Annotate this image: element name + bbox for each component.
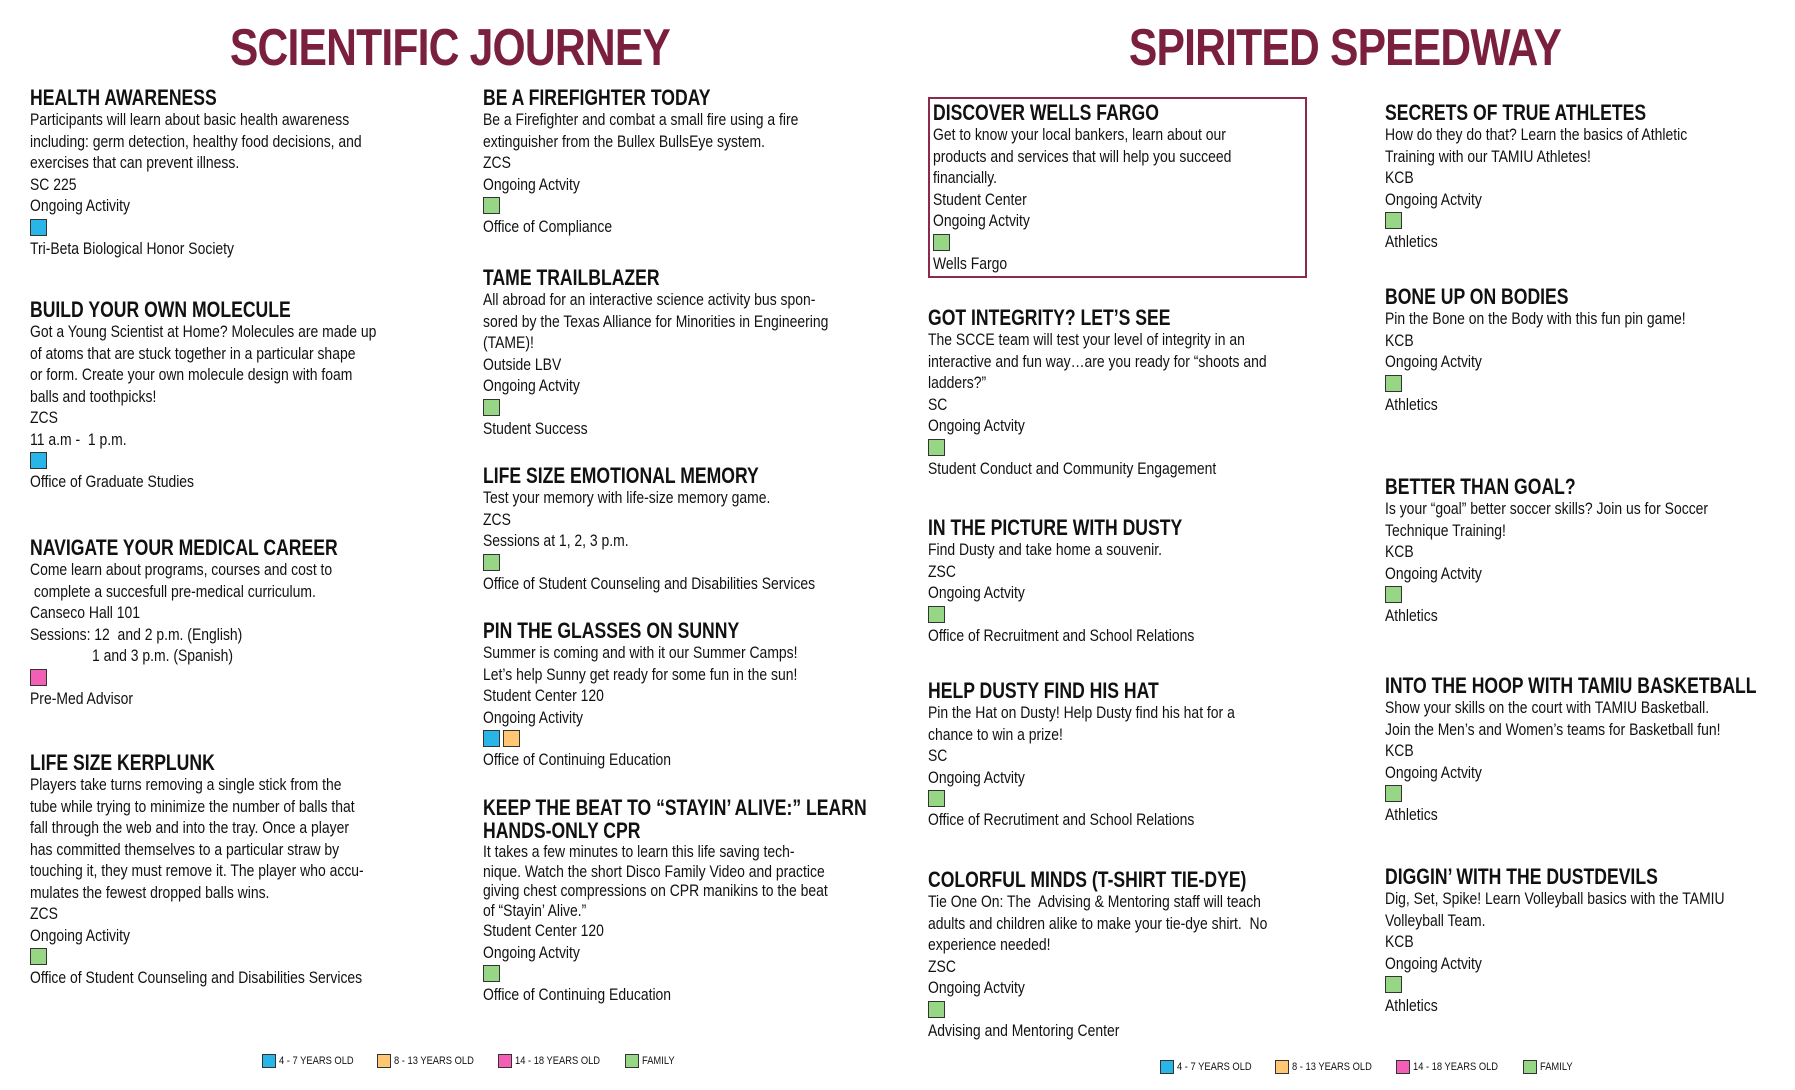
event-title: HELP DUSTY FIND HIS HAT bbox=[928, 678, 1159, 703]
event-location: SC 225 bbox=[30, 174, 77, 194]
event-location: ZCS bbox=[30, 904, 58, 923]
legend-label: 14 - 18 YEARS OLD bbox=[514, 1055, 600, 1067]
event-keep-the-beat-cpr bbox=[483, 796, 913, 1006]
event-time: Ongoing Activity bbox=[30, 925, 130, 945]
family-swatch bbox=[483, 965, 500, 982]
age-4-7-swatch bbox=[30, 219, 47, 236]
event-health-awareness bbox=[30, 86, 460, 259]
event-navigate-your-medical-career bbox=[30, 536, 460, 709]
legend-item-age-4-7 bbox=[1160, 1060, 1265, 1074]
event-description: Come learn about programs, courses and cost to complete a succesfull pre-medical curriculum. bbox=[30, 560, 333, 601]
event-sponsor: Athletics bbox=[1385, 394, 1438, 414]
family-swatch bbox=[1385, 586, 1402, 603]
event-sponsor: Athletics bbox=[1385, 996, 1438, 1015]
event-location: ZCS bbox=[483, 153, 511, 172]
event-time: Ongoing Actvity bbox=[928, 978, 1025, 997]
event-time: 11 a.m - 1 p.m. bbox=[30, 429, 127, 449]
event-sponsor: Student Success bbox=[483, 418, 588, 438]
event-location: ZSC bbox=[928, 561, 956, 581]
event-time: Ongoing Actvity bbox=[483, 174, 580, 194]
event-time: Ongoing Activity bbox=[30, 196, 130, 215]
event-in-the-picture-with-dusty bbox=[928, 516, 1358, 646]
event-location: ZCS bbox=[483, 509, 511, 529]
event-time: Ongoing Actvity bbox=[928, 583, 1025, 602]
age-group-swatches bbox=[928, 788, 1358, 809]
family-swatch bbox=[1385, 976, 1402, 993]
age-group-swatches bbox=[928, 604, 1358, 625]
event-title: KEEP THE BEAT TO “STAYIN’ ALIVE:” LEARN HANDS-ONLY CPR bbox=[483, 795, 867, 843]
event-pin-the-glasses-on-sunny bbox=[483, 619, 913, 771]
legend-label: 8 - 13 YEARS OLD bbox=[1291, 1061, 1372, 1073]
event-title: BETTER THAN GOAL? bbox=[1385, 474, 1576, 499]
event-title: BE A FIREFIGHTER TODAY bbox=[483, 85, 711, 110]
family-swatch bbox=[928, 606, 945, 623]
event-description: How do they do that? Learn the basics of Athletic Training with our TAMIU Athletes! bbox=[1385, 125, 1688, 166]
event-title: BUILD YOUR OWN MOLECULE bbox=[30, 297, 291, 322]
event-sponsor: Athletics bbox=[1385, 232, 1438, 251]
age-group-swatches bbox=[30, 450, 460, 471]
age-group-swatches bbox=[30, 667, 460, 688]
event-location: Student Center bbox=[933, 189, 1027, 209]
event-sponsor: Office of Graduate Studies bbox=[30, 472, 195, 491]
family-swatch bbox=[30, 948, 47, 965]
event-time: Sessions: 12 and 2 p.m. (English) 1 and 3 p.m. (Spanish) bbox=[30, 624, 243, 665]
family-swatch bbox=[1385, 785, 1402, 802]
event-location: Student Center 120 bbox=[483, 921, 604, 940]
family-swatch bbox=[928, 439, 945, 456]
legend-item-age-8-13 bbox=[377, 1054, 488, 1068]
event-secrets-of-true-athletes bbox=[1385, 101, 1795, 253]
event-description: Summer is coming and with it our Summer Camps! Let’s help Sunny get ready for some fun in the sun! bbox=[483, 643, 798, 684]
event-time: Ongoing Actvity bbox=[928, 767, 1025, 787]
family-swatch bbox=[483, 197, 500, 214]
age-group-swatches bbox=[928, 999, 1358, 1020]
age-group-swatches bbox=[1385, 373, 1795, 394]
event-description: Dig, Set, Spike! Learn Volleyball basics with the TAMIU Volleyball Team. bbox=[1385, 889, 1725, 930]
family-swatch bbox=[483, 554, 500, 571]
event-time: Ongoing Actvity bbox=[1385, 352, 1482, 371]
event-help-dusty-find-his-hat bbox=[928, 679, 1358, 831]
age-group-swatches bbox=[483, 728, 913, 749]
age-4-7-swatch bbox=[1160, 1060, 1174, 1074]
age-legend-right bbox=[1160, 1060, 1582, 1074]
legend-label: 14 - 18 YEARS OLD bbox=[1412, 1061, 1498, 1073]
event-title: COLORFUL MINDS (T-SHIRT TIE-DYE) bbox=[928, 867, 1247, 892]
event-time: Ongoing Actvity bbox=[1385, 762, 1482, 782]
event-bone-up-on-bodies bbox=[1385, 285, 1795, 415]
event-sponsor: Office of Compliance bbox=[483, 217, 613, 236]
event-sponsor: Office of Continuing Education bbox=[483, 985, 672, 1004]
event-description: Be a Firefighter and combat a small fire using a fire extinguisher from the Bullex BullsEye system. bbox=[483, 110, 799, 151]
event-got-integrity bbox=[928, 306, 1358, 479]
age-group-swatches bbox=[1385, 210, 1795, 231]
event-title: INTO THE HOOP WITH TAMIU BASKETBALL bbox=[1385, 673, 1757, 698]
event-be-a-firefighter-today bbox=[483, 86, 913, 238]
event-into-the-hoop bbox=[1385, 674, 1795, 826]
event-title: HEALTH AWARENESS bbox=[30, 85, 217, 110]
event-description: Show your skills on the court with TAMIU Basketball. Join the Men’s and Women’s teams for Basketball fun! bbox=[1385, 698, 1721, 739]
event-location: KCB bbox=[1385, 741, 1414, 760]
age-group-swatches bbox=[30, 217, 460, 238]
event-life-size-kerplunk bbox=[30, 751, 460, 989]
event-location: ZSC bbox=[928, 956, 956, 976]
legend-item-age-14-18 bbox=[1396, 1060, 1513, 1074]
age-4-7-swatch bbox=[262, 1054, 276, 1068]
event-title: LIFE SIZE EMOTIONAL MEMORY bbox=[483, 463, 759, 488]
age-group-swatches bbox=[1385, 974, 1795, 995]
event-build-your-own-molecule bbox=[30, 298, 460, 493]
event-location: Canseco Hall 101 bbox=[30, 603, 141, 622]
age-group-swatches bbox=[1385, 584, 1795, 605]
event-description: It takes a few minutes to learn this life saving tech- nique. Watch the short Disco Family Video and practice giving chest compressions on CPR manikins to the beat of “Stayin’ Alive.” bbox=[483, 842, 828, 920]
event-time: Ongoing Actvity bbox=[933, 211, 1030, 230]
event-description: Pin the Hat on Dusty! Help Dusty find his hat for a chance to win a prize! bbox=[928, 703, 1235, 744]
event-title: PIN THE GLASSES ON SUNNY bbox=[483, 618, 740, 643]
event-sponsor: Tri-Beta Biological Honor Society bbox=[30, 238, 235, 258]
event-description: Participants will learn about basic health awareness including: germ detection, healthy food decisions, and exercises that can prevent illness. bbox=[30, 110, 362, 172]
family-swatch bbox=[928, 1001, 945, 1018]
event-description: Got a Young Scientist at Home? Molecules are made up of atoms that are stuck together in a particular shape or form. Create your own molecule design with foam balls and toothpicks! bbox=[30, 322, 377, 406]
event-title: TAME TRAILBLAZER bbox=[483, 265, 660, 290]
legend-label: 4 - 7 YEARS OLD bbox=[1177, 1061, 1252, 1073]
event-location: SC bbox=[928, 746, 948, 765]
event-description: Find Dusty and take home a souvenir. bbox=[928, 540, 1163, 559]
event-location: Student Center 120 bbox=[483, 686, 604, 705]
event-sponsor: Office of Recruitment and School Relations bbox=[928, 625, 1195, 645]
event-sponsor: Advising and Mentoring Center bbox=[928, 1020, 1120, 1040]
event-diggin-with-the-dustdevils bbox=[1385, 865, 1795, 1017]
age-group-swatches bbox=[1385, 783, 1795, 804]
event-time: Ongoing Actvity bbox=[483, 942, 580, 962]
event-description: Test your memory with life-size memory game. bbox=[483, 488, 771, 507]
event-better-than-goal bbox=[1385, 475, 1795, 627]
age-8-13-swatch bbox=[377, 1054, 391, 1068]
event-life-size-emotional-memory bbox=[483, 464, 913, 594]
event-sponsor: Wells Fargo bbox=[933, 253, 1008, 273]
event-description: Pin the Bone on the Body with this fun pin game! bbox=[1385, 309, 1686, 328]
family-swatch bbox=[625, 1054, 639, 1068]
event-location: SC bbox=[928, 394, 948, 414]
event-sponsor: Office of Student Counseling and Disabilities Services bbox=[30, 968, 363, 987]
age-8-13-swatch bbox=[1275, 1060, 1289, 1074]
event-time: Sessions at 1, 2, 3 p.m. bbox=[483, 531, 629, 550]
event-title: LIFE SIZE KERPLUNK bbox=[30, 750, 215, 775]
age-group-swatches bbox=[30, 946, 460, 967]
legend-item-age-4-7 bbox=[262, 1054, 367, 1068]
event-time: Ongoing Actvity bbox=[1385, 563, 1482, 583]
section-title-spirited-speedway: SPIRITED SPEEDWAY bbox=[1128, 19, 1562, 77]
event-location: KCB bbox=[1385, 542, 1414, 561]
section-title-scientific-journey: SCIENTIFIC JOURNEY bbox=[229, 19, 671, 77]
event-colorful-minds bbox=[928, 868, 1358, 1041]
event-sponsor: Office of Student Counseling and Disabilities Services bbox=[483, 573, 816, 593]
event-location: KCB bbox=[1385, 168, 1414, 187]
legend-item-family bbox=[625, 1054, 680, 1068]
age-legend-left bbox=[262, 1054, 684, 1068]
age-group-swatches bbox=[483, 552, 913, 573]
event-location: ZCS bbox=[30, 408, 58, 427]
legend-label: 4 - 7 YEARS OLD bbox=[279, 1055, 354, 1067]
event-sponsor: Pre-Med Advisor bbox=[30, 688, 134, 708]
event-time: Ongoing Actvity bbox=[483, 376, 580, 395]
event-location: KCB bbox=[1385, 932, 1414, 951]
event-description: All abroad for an interactive science activity bus spon- sored by the Texas Alliance for Minorities in Engineering (TAME)! bbox=[483, 290, 829, 352]
age-4-7-swatch bbox=[30, 452, 47, 469]
legend-label: FAMILY bbox=[641, 1055, 675, 1067]
age-14-18-swatch bbox=[498, 1054, 512, 1068]
event-time: Ongoing Actvity bbox=[1385, 953, 1482, 973]
event-title: NAVIGATE YOUR MEDICAL CAREER bbox=[30, 535, 338, 560]
age-14-18-swatch bbox=[1396, 1060, 1410, 1074]
event-location: KCB bbox=[1385, 330, 1414, 350]
event-time: Ongoing Actvity bbox=[928, 416, 1025, 435]
legend-label: FAMILY bbox=[1539, 1061, 1573, 1073]
event-description: The SCCE team will test your level of integrity in an interactive and fun way…are you ready for “shoots and ladders?” bbox=[928, 330, 1267, 392]
event-sponsor: Athletics bbox=[1385, 606, 1438, 625]
event-time: Ongoing Activity bbox=[483, 707, 583, 727]
event-sponsor: Office of Continuing Education bbox=[483, 750, 672, 769]
event-title: SECRETS OF TRUE ATHLETES bbox=[1385, 100, 1647, 125]
event-sponsor: Student Conduct and Community Engagement bbox=[928, 458, 1217, 478]
age-group-swatches bbox=[933, 232, 1301, 253]
legend-item-age-14-18 bbox=[498, 1054, 615, 1068]
age-group-swatches bbox=[483, 397, 913, 418]
age-group-swatches bbox=[928, 437, 1358, 458]
family-swatch bbox=[933, 234, 950, 251]
event-title: DISCOVER WELLS FARGO bbox=[933, 100, 1159, 125]
event-location: Outside LBV bbox=[483, 354, 562, 374]
event-title: BONE UP ON BODIES bbox=[1385, 284, 1569, 309]
legend-item-family bbox=[1523, 1060, 1578, 1074]
event-time: Ongoing Actvity bbox=[1385, 189, 1482, 209]
legend-label: 8 - 13 YEARS OLD bbox=[393, 1055, 474, 1067]
event-discover-wells-fargo bbox=[928, 97, 1307, 278]
age-4-7-swatch bbox=[483, 730, 500, 747]
family-swatch bbox=[1523, 1060, 1537, 1074]
event-tame-trailblazer bbox=[483, 266, 913, 439]
family-swatch bbox=[1385, 375, 1402, 392]
family-swatch bbox=[928, 790, 945, 807]
age-group-swatches bbox=[483, 195, 913, 216]
event-description: Is your “goal” better soccer skills? Join us for Soccer Technique Training! bbox=[1385, 499, 1709, 540]
event-title: IN THE PICTURE WITH DUSTY bbox=[928, 515, 1183, 540]
event-description: Get to know your local bankers, learn about our products and services that will help you succeed financially. bbox=[933, 125, 1232, 187]
event-description: Tie One On: The Advising & Mentoring staff will teach adults and children alike to make your tie-dye shirt. No experience needed! bbox=[928, 892, 1268, 954]
event-title: GOT INTEGRITY? LET’S SEE bbox=[928, 305, 1171, 330]
age-8-13-swatch bbox=[503, 730, 520, 747]
event-description: Players take turns removing a single stick from the tube while trying to minimize the number of balls that fall through the web and into the tray. Once a player has committed themselves to a particular straw by touching it, they must remove it. The player who accu- mulates the fewest dropped balls wins. bbox=[30, 775, 364, 902]
family-swatch bbox=[1385, 212, 1402, 229]
event-title: DIGGIN’ WITH THE DUSTDEVILS bbox=[1385, 864, 1658, 889]
age-14-18-swatch bbox=[30, 669, 47, 686]
age-group-swatches bbox=[483, 963, 913, 984]
legend-item-age-8-13 bbox=[1275, 1060, 1386, 1074]
event-sponsor: Office of Recrutiment and School Relations bbox=[928, 810, 1195, 829]
family-swatch bbox=[483, 399, 500, 416]
event-sponsor: Athletics bbox=[1385, 805, 1438, 824]
